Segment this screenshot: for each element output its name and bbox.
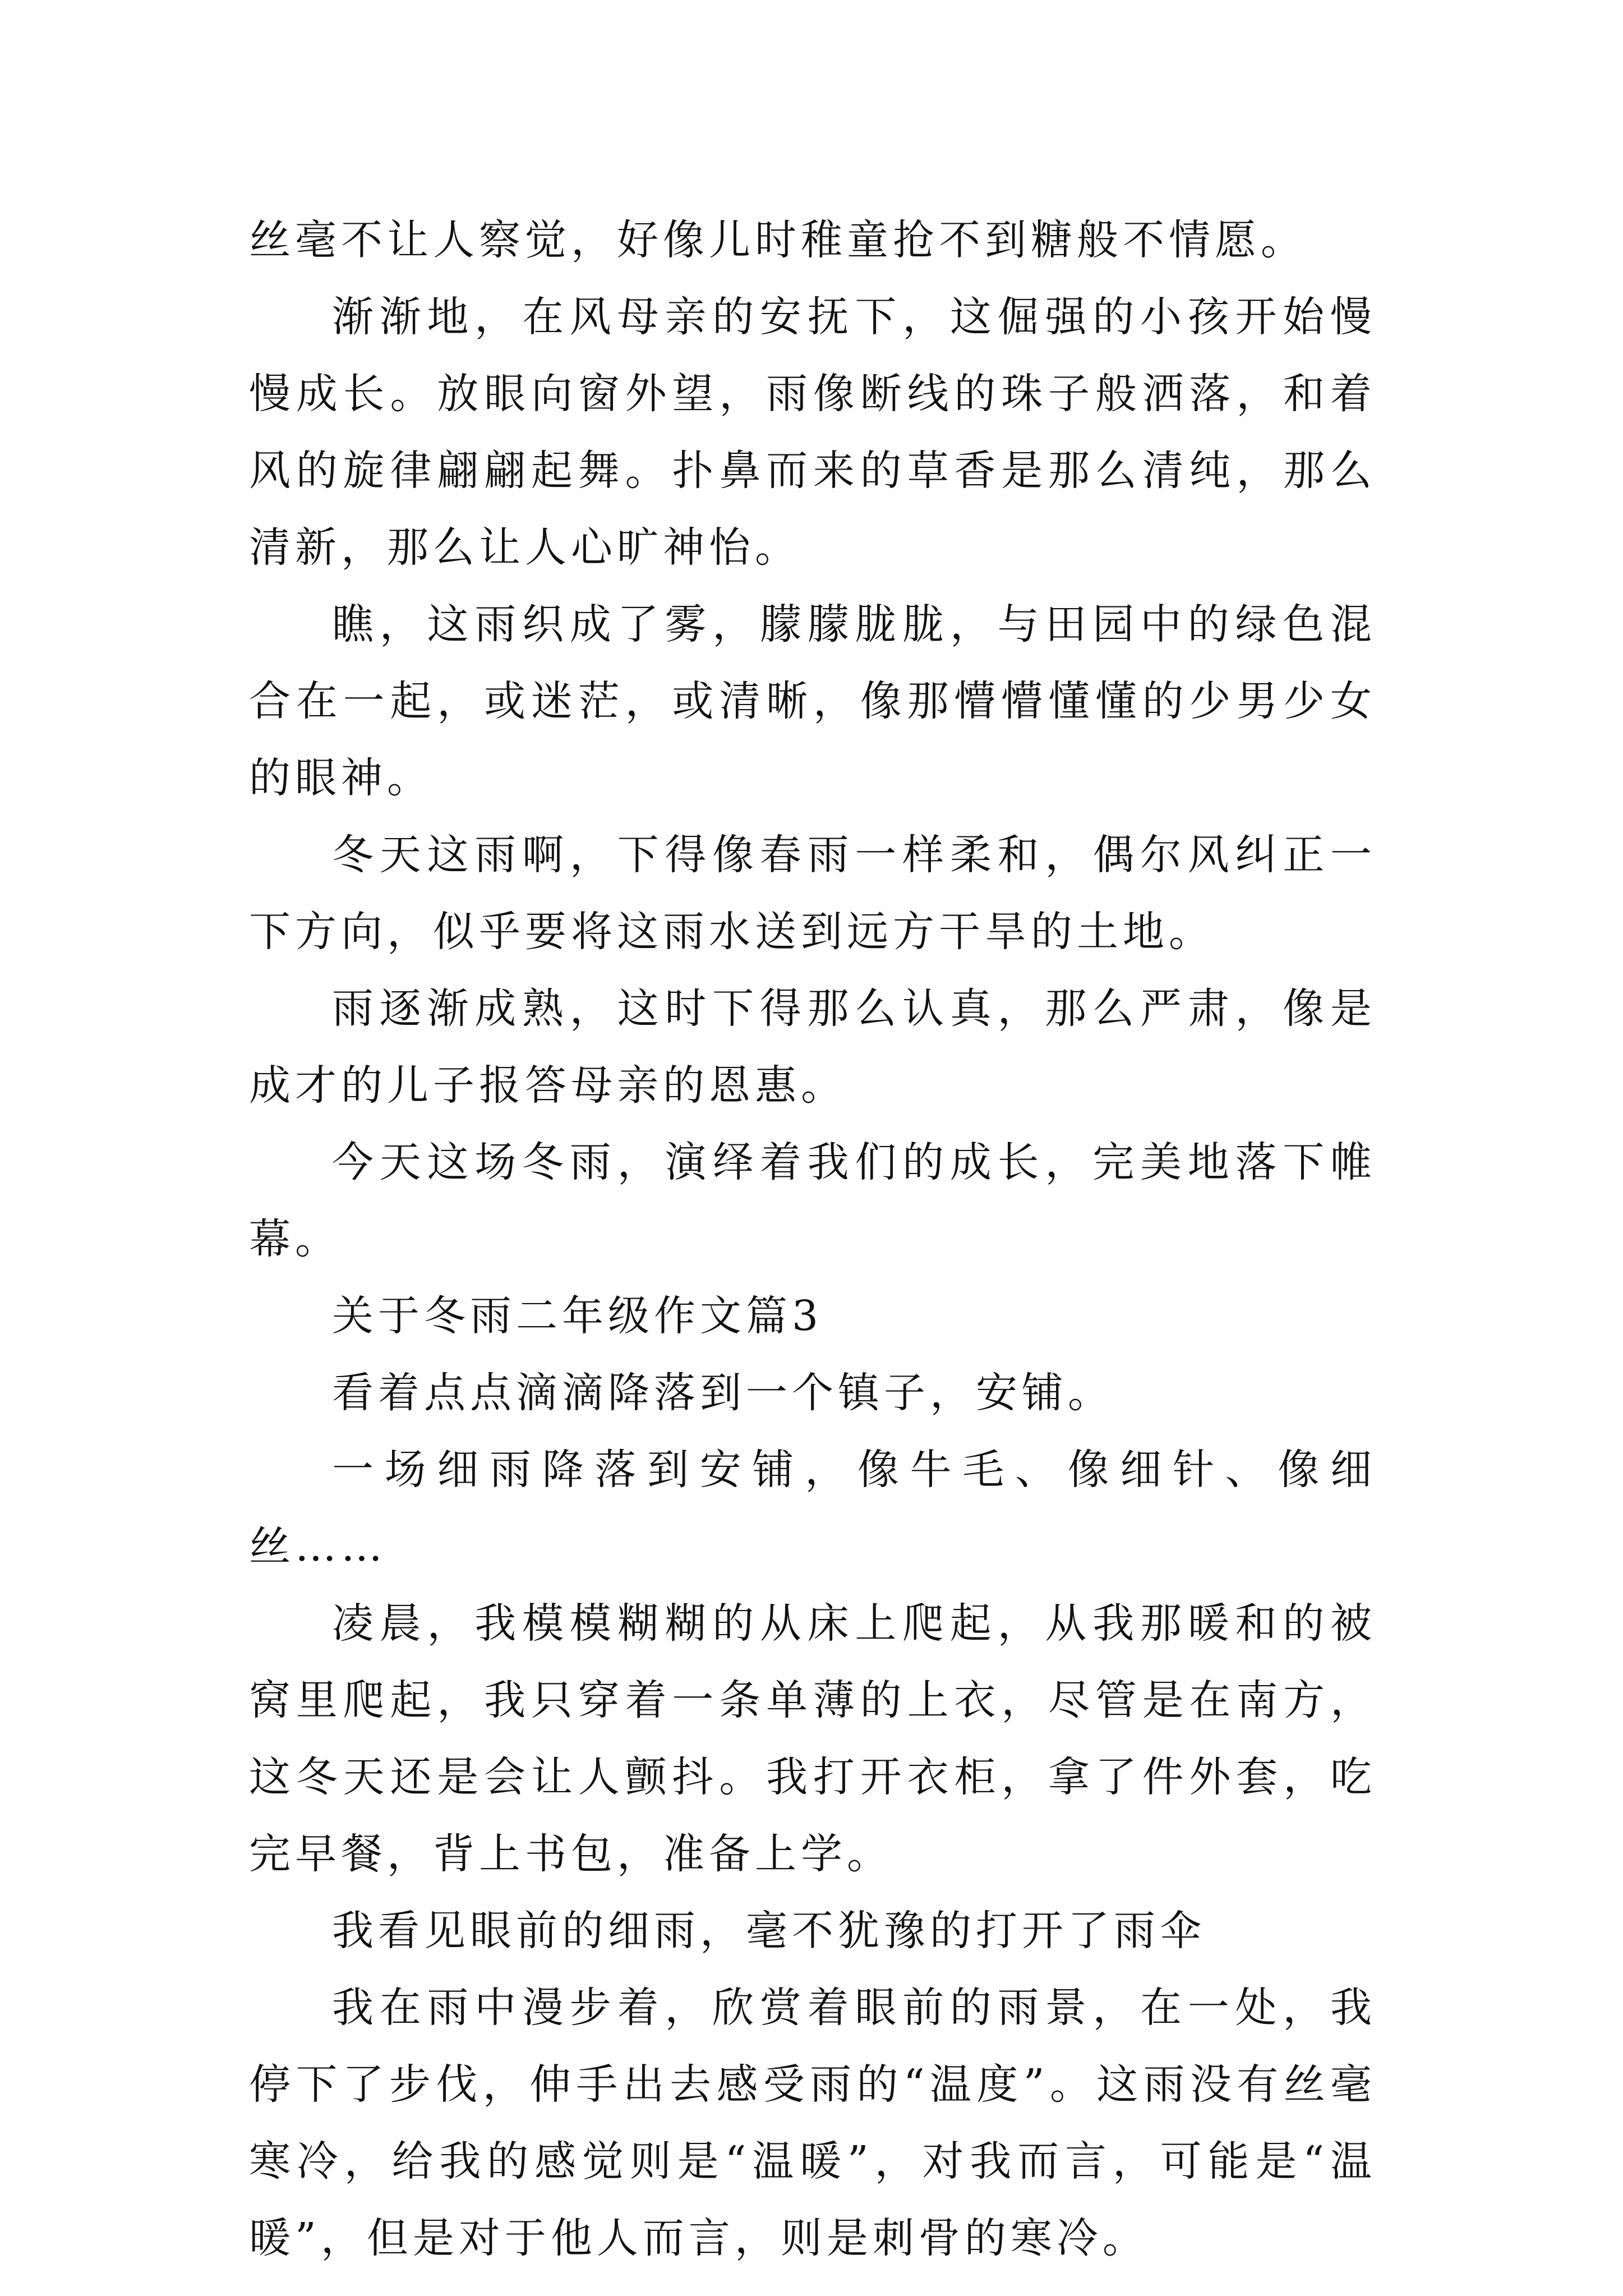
paragraph: 看着点点滴滴降落到一个镇子，安铺。 (332, 1369, 1114, 1417)
paragraph: 我看见眼前的细雨，毫不犹豫的打开了雨伞 (332, 1907, 1206, 1955)
article-body (249, 202, 1376, 2277)
paragraph: 凌晨，我模模糊糊的从床上爬起，从我那暖和的被窝里爬起，我只穿着一条单薄的上衣，尽管是在南方，这冬天还是会让人颤抖。我打开衣柜，拿了件外套，吃完早餐，背上书包，准备上学。 (249, 1599, 1376, 1878)
paragraph: 渐渐地，在风母亲的安抚下，这倔强的小孩开始慢慢成长。放眼向窗外望，雨像断线的珠子般洒落，和着风的旋律翩翩起舞。扑鼻而来的草香是那么清纯，那么清新，那么让人心旷神怡。 (249, 293, 1376, 572)
paragraph: 瞧，这雨织成了雾，朦朦胧胧，与田园中的绿色混合在一起，或迷茫，或清晰，像那懵懵懂懂的少男少女的眼神。 (249, 600, 1376, 802)
section-heading: 关于冬雨二年级作文篇3 (332, 1292, 823, 1340)
paragraph: 雨逐渐成熟，这时下得那么认真，那么严肃，像是成才的儿子报答母亲的恩惠。 (249, 984, 1376, 1110)
paragraph: 今天这场冬雨，演绎着我们的成长，完美地落下帷幕。 (249, 1138, 1376, 1263)
paragraph: 丝毫不让人察觉，好像儿时稚童抢不到糖般不情愿。 (249, 216, 1307, 264)
paragraph: 我在雨中漫步着，欣赏着眼前的雨景，在一处，我停下了步伐，伸手出去感受雨的“温度”。这雨没有丝毫寒冷，给我的感觉则是“温暖”，对我而言，可能是“温暖”，但是对于他人而言，则是刺骨的寒冷。 (249, 1984, 1376, 2262)
paragraph: 一场细雨降落到安铺，像牛毛、像细针、像细丝…… (249, 1446, 1376, 1571)
paragraph: 冬天这雨啊，下得像春雨一样柔和，偶尔风纠正一下方向，似乎要将这雨水送到远方干旱的土地。 (249, 831, 1376, 956)
